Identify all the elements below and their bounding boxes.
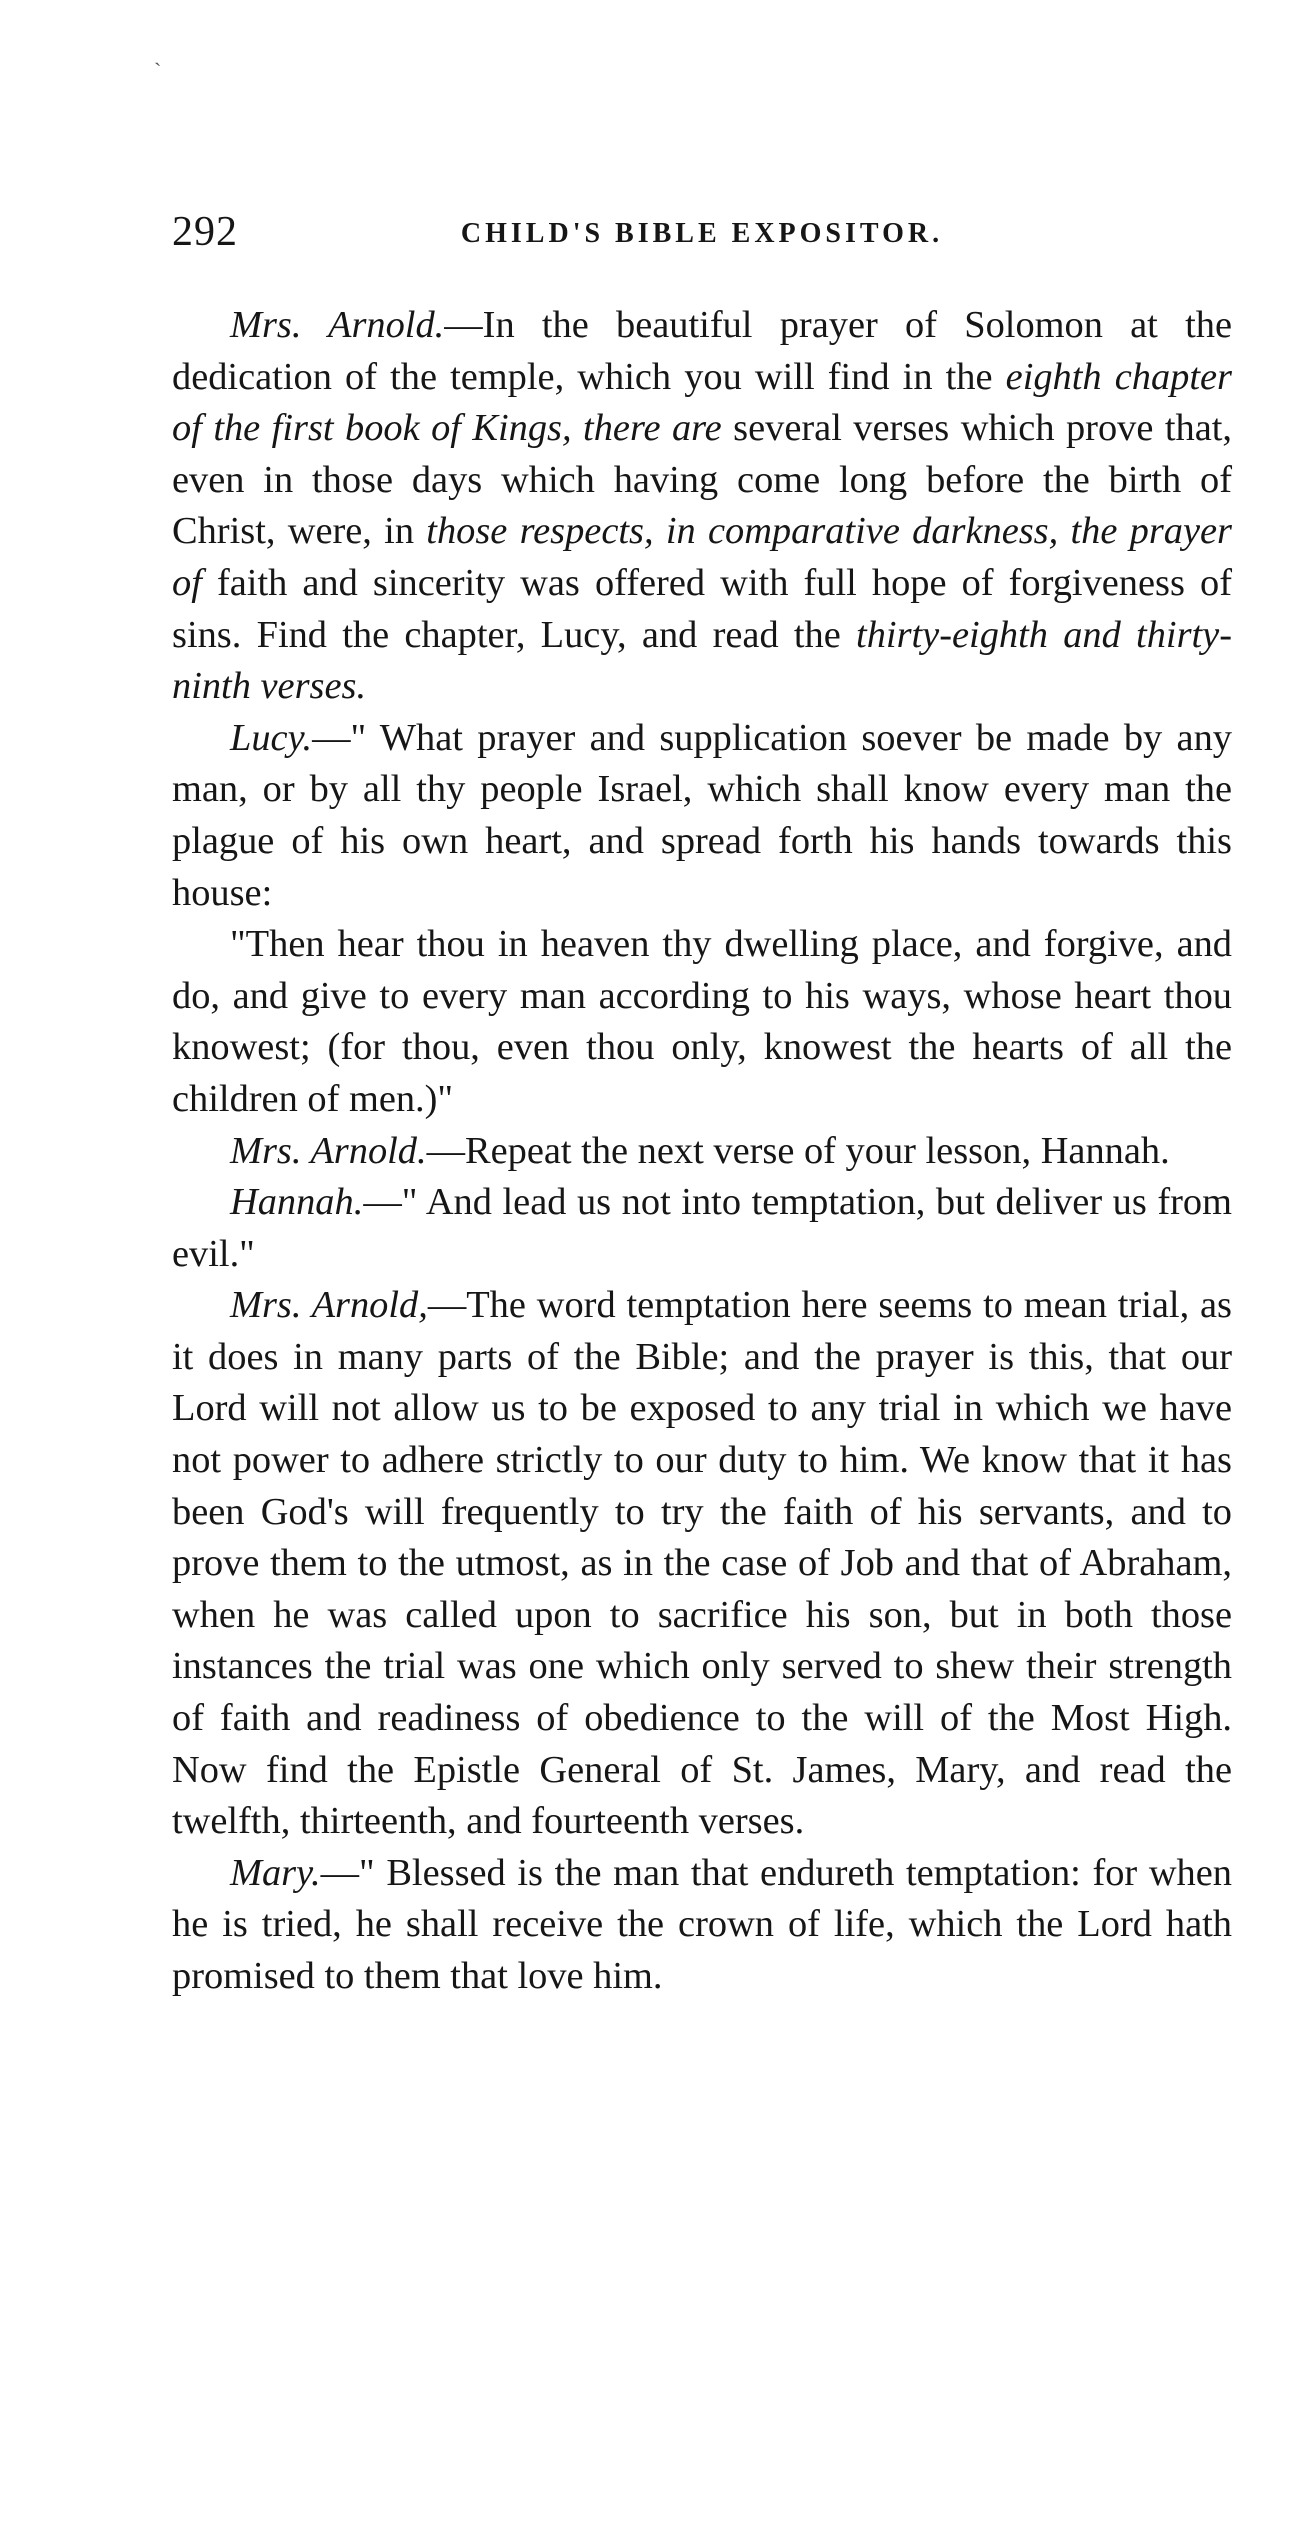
italic-text: eighth chapter of the first book of Kings, there are [172,355,1232,450]
paragraph-text: —In the beautiful prayer of Solomon at the dedication of the temple, which you will find in the [172,304,1232,398]
paragraph [172,713,1232,919]
speaker-name: Mary. [230,1851,321,1894]
paragraph-text: —" What prayer and supplication soever be made by any man, or by all thy people Israel, which shall know every man the plague of his own heart, and spread forth his hands towards this house: [172,716,1232,914]
paragraph-text: —Repeat the next verse of your lesson, Hannah. [426,1129,1170,1172]
paragraph-text: faith and sincerity was offered with full hope of forgiveness of sins. Find the chapter, Lucy, and read the [172,561,1232,656]
paragraph [172,1126,1232,1178]
paragraph-text: several verses which prove that, even in those days which having come long before the birth of Christ, were, in [172,407,1233,553]
paragraph-text: —The word temptation here seems to mean trial, as it does in many parts of the Bible; and the prayer is this, that our Lord will not allow us to be exposed to any trial in which we have not power to adhere strictly to our duty to him. We know that it has been God's will frequently to try the faith of his servants, and to prove them to the utmost, as in the case of Job and that of Abraham, when he was called upon to sacrifice his son, but in both those instances the trial was one which only served to shew their strength of faith and readiness of obedience to the will of the Most High. Now find the Epistle General of St. James, Mary, and read the twelfth, thirteenth, and fourteenth verses. [172,1284,1232,1843]
speaker-name: Mrs. Arnold. [230,304,445,346]
page-header [172,208,1232,268]
italic-text: those respects, in comparative darkness, the prayer of [172,510,1232,604]
paragraph [172,1848,1232,2003]
speaker-name: Mrs. Arnold, [230,1284,428,1327]
paragraph [172,919,1232,1125]
paragraph [172,1280,1232,1848]
page-number: 292 [172,209,238,255]
speaker-name: Mrs. Arnold. [230,1129,427,1172]
body-text [172,300,1232,2003]
italic-text: thirty-eighth and thirty-ninth verses. [172,613,1233,708]
speaker-name: Hannah. [230,1181,364,1224]
paragraph [172,300,1232,713]
speaker-name: Lucy. [230,716,313,759]
running-head: CHILD'S BIBLE EXPOSITOR. [460,218,944,249]
paragraph-text: —" And lead us not into temptation, but deliver us from evil." [172,1181,1232,1275]
margin-speck: ` [154,58,162,83]
paragraph-text: —" Blessed is the man that endureth temptation: for when he is tried, he shall receive the crown of life, which the Lord hath promised to them that love him. [172,1851,1232,1997]
paragraph-text: "Then hear thou in heaven thy dwelling place, and forgive, and do, and give to every man according to his ways, whose heart thou knowest; (for thou, even thou only, knowest the hearts of all the children of men.)" [172,923,1232,1120]
paragraph [172,1177,1232,1280]
